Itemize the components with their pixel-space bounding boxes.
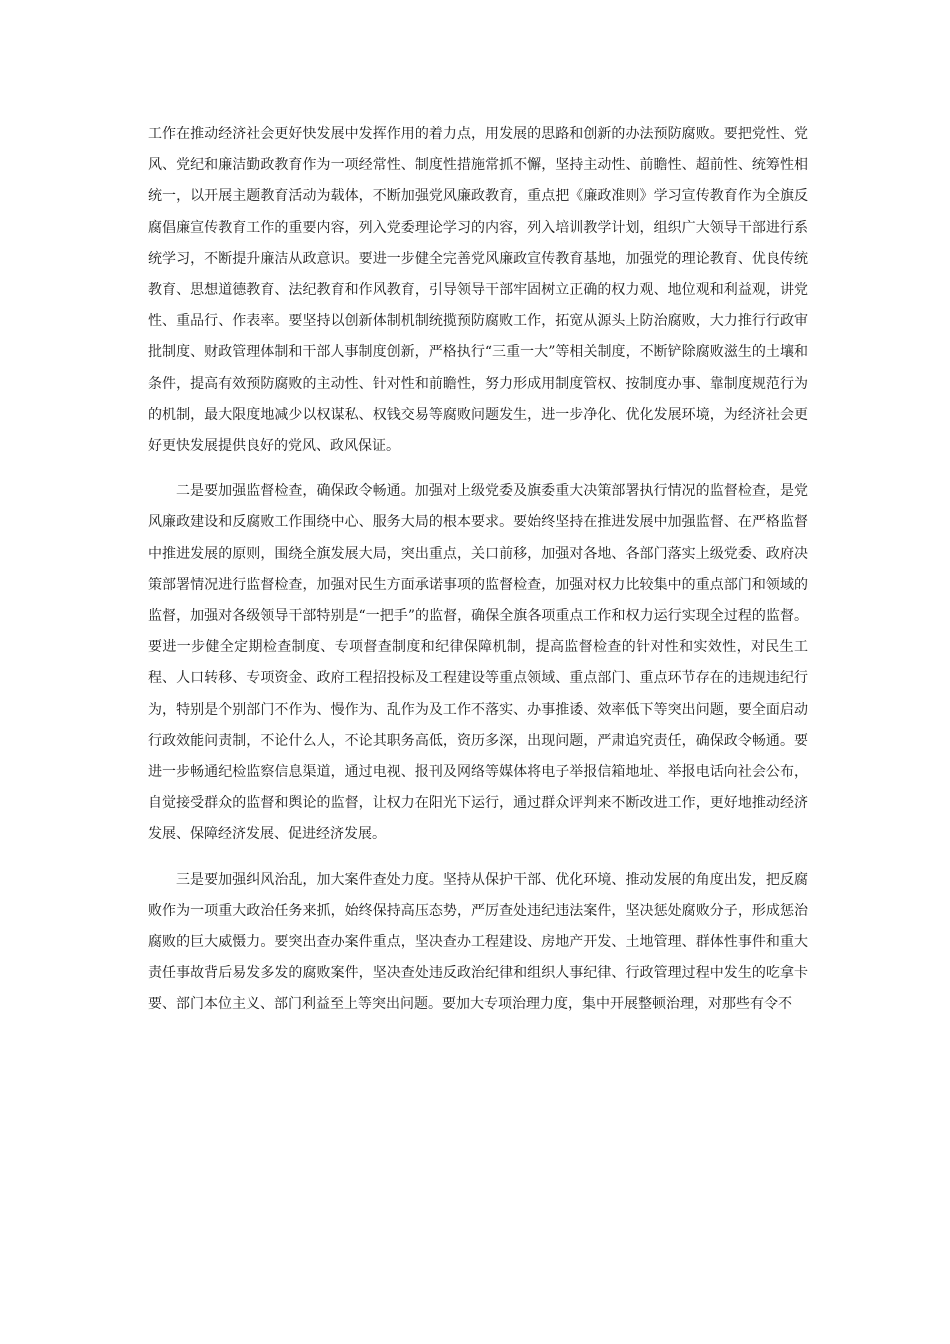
- paragraph-supervision: 二是要加强监督检查，确保政令畅通。加强对上级党委及旗委重大决策部署执行情况的监督检查，是党风廉政建设和反腐败工作围绕中心、服务大局的根本要求。要始终坚持在推进发展中加强监督、在严格监督中推进发展的原则，围绕全旗发展大局，突出重点，关口前移，加强对各地、各部门落实上级党委、政府决策部署情况进行监督检查，加强对民生方面承诺事项的监督检查，加强对权力比较集中的重点部门和领域的监督，加强对各级领导干部特别是“一把手”的监督，确保全旗各项重点工作和权力运行实现全过程的监督。要进一步健全定期检查制度、专项督查制度和纪律保障机制，提高监督检查的针对性和实效性，对民生工程、人口转移、专项资金、政府工程招投标及工程建设等重点领域、重点部门、重点环节存在的违规违纪行为，特别是个别部门不作为、慢作为、乱作为及工作不落实、办事推诿、效率低下等突出问题，要全面启动行政效能问责制，不论什么人，不论其职务高低，资历多深，出现问题，严肃追究责任，确保政令畅通。要进一步畅通纪检监察信息渠道，通过电视、报刊及网络等媒体将电子举报信箱地址、举报电话向社会公布，自觉接受群众的监督和舆论的监督，让权力在阳光下运行，通过群众评判来不断改进工作，更好地推动经济发展、保障经济发展、促进经济发展。: [148, 483, 808, 843]
- paragraph-case-investigation: 三是要加强纠风治乱，加大案件查处力度。坚持从保护干部、优化环境、推动发展的角度出发，把反腐败作为一项重大政治任务来抓，始终保持高压态势，严厉查处违纪违法案件，坚决惩处腐败分子，形成惩治腐败的巨大威慑力。要突出查办案件重点，坚决查办工程建设、房地产开发、土地管理、群体性事件和重大责任事故背后易发多发的腐败案件，坚决查处违反政治纪律和组织人事纪律、行政管理过程中发生的吃拿卡要、部门本位主义、部门利益至上等突出问题。要加大专项治理力度，集中开展整顿治理，对那些有令不: [148, 871, 808, 1013]
- paragraph-continuation: 工作在推动经济社会更好快发展中发挥作用的着力点，用发展的思路和创新的办法预防腐败。要把党性、党风、党纪和廉洁勤政教育作为一项经常性、制度性措施常抓不懈，坚持主动性、前瞻性、超前性、统筹性相统一，以开展主题教育活动为载体，不断加强党风廉政教育，重点把《廉政准则》学习宣传教育作为全旗反腐倡廉宣传教育工作的重要内容，列入党委理论学习的内容，列入培训教学计划，组织广大领导干部进行系统学习，不断提升廉洁从政意识。要进一步健全完善党风廉政宣传教育基地，加强党的理论教育、优良传统教育、思想道德教育、法纪教育和作风教育，引导领导干部牢固树立正确的权力观、地位观和利益观，讲党性、重品行、作表率。要坚持以创新体制机制统揽预防腐败工作，拓宽从源头上防治腐败，大力推行行政审批制度、财政管理体制和干部人事制度创新，严格执行“三重一大”等相关制度，不断铲除腐败滋生的土壤和条件，提高有效预防腐败的主动性、针对性和前瞻性，努力形成用制度管权、按制度办事、靠制度规范行为的机制，最大限度地减少以权谋私、权钱交易等腐败问题发生，进一步净化、优化发展环境，为经济社会更好更快发展提供良好的党风、政风保证。: [148, 126, 808, 455]
- document-body: [148, 119, 808, 1035]
